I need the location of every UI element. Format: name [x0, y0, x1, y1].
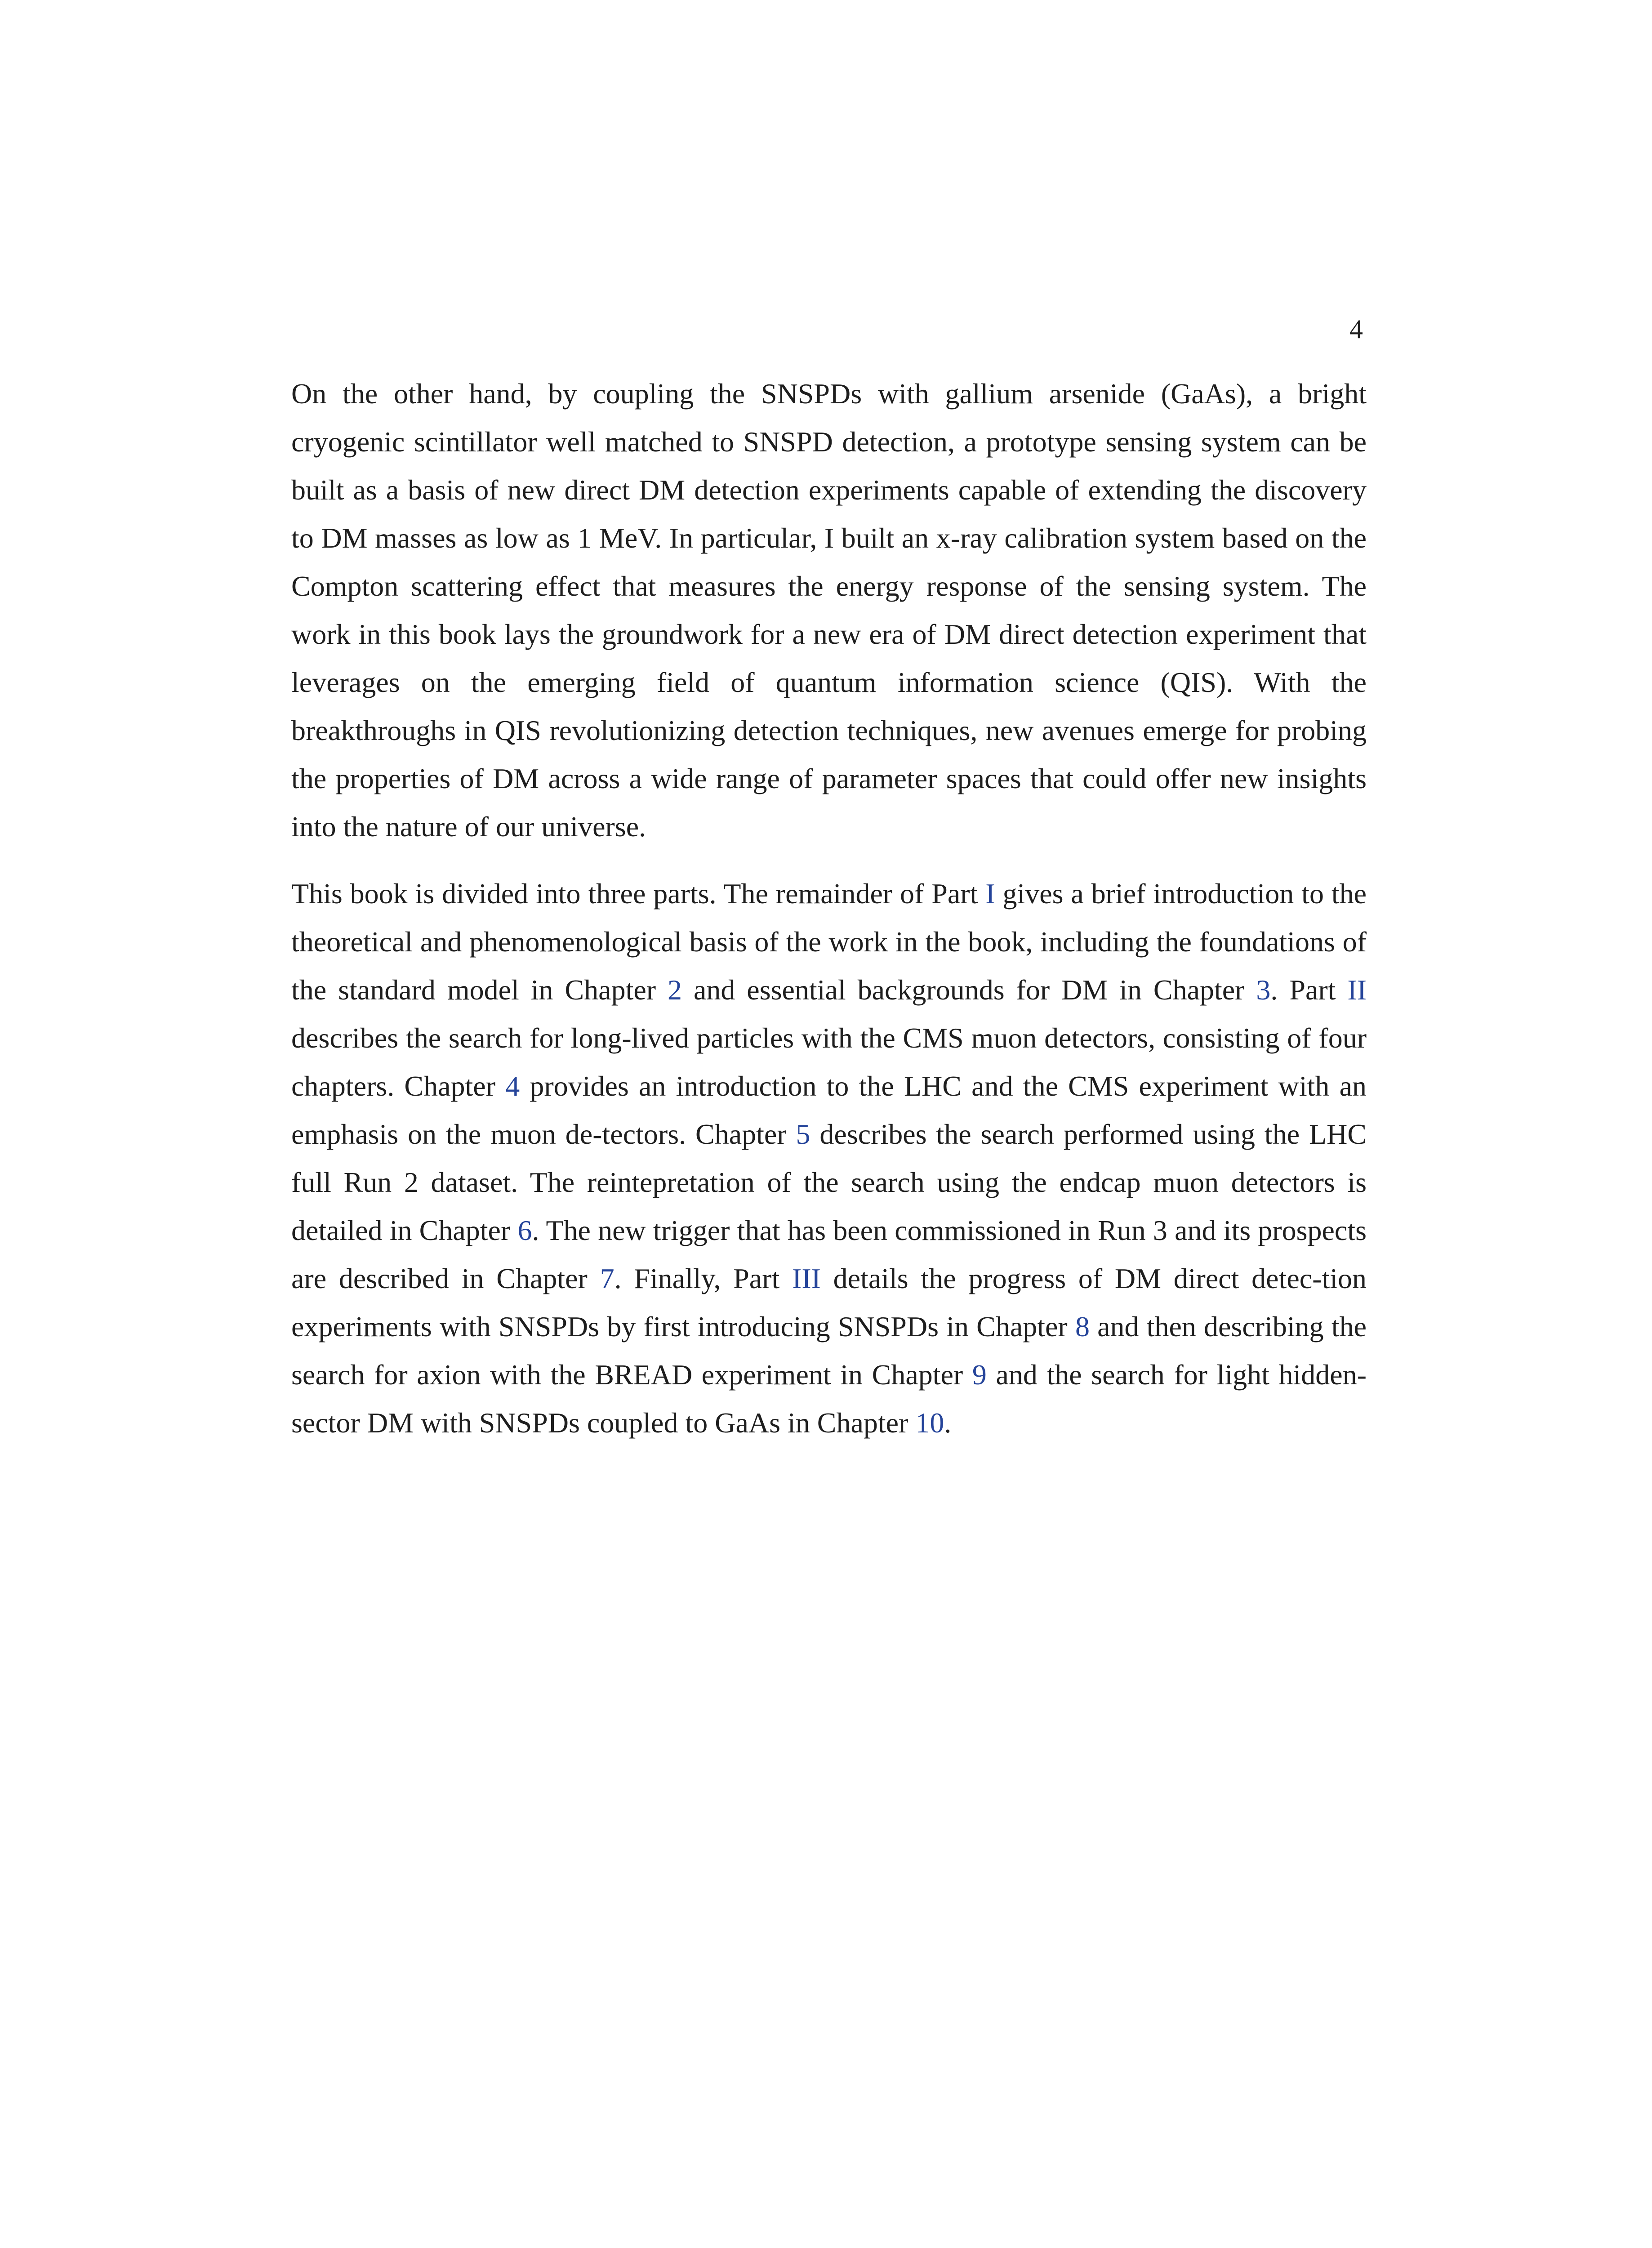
text-segment: details the progress of DM direct detec-tion experiments with SNSPDs by first introducing SNSPDs in Chapter — [291, 1262, 1367, 1343]
chapter-5-link[interactable]: 5 — [796, 1118, 810, 1150]
text-segment: and the search for light hidden-sector DM with SNSPDs coupled to GaAs in Chapter — [291, 1359, 1367, 1439]
text-segment: . Finally, Part — [614, 1262, 792, 1294]
text-segment: and essential backgrounds for DM in Chapter — [682, 974, 1256, 1006]
chapter-4-link[interactable]: 4 — [505, 1070, 520, 1102]
part-ii-link[interactable]: II — [1347, 974, 1367, 1006]
text-segment: . Part — [1270, 974, 1348, 1006]
chapter-3-link[interactable]: 3 — [1256, 974, 1271, 1006]
chapter-6-link[interactable]: 6 — [517, 1214, 532, 1246]
page-number: 4 — [1349, 314, 1363, 344]
part-iii-link[interactable]: III — [792, 1262, 821, 1294]
chapter-10-link[interactable]: 10 — [915, 1407, 944, 1439]
chapter-8-link[interactable]: 8 — [1075, 1311, 1090, 1343]
paragraph-book-outline — [291, 870, 1367, 1447]
text-segment: and then describing the search for axion with the BREAD experiment in Chapter — [291, 1311, 1367, 1391]
chapter-7-link[interactable]: 7 — [600, 1262, 614, 1294]
body-text — [291, 370, 1367, 1447]
chapter-2-link[interactable]: 2 — [668, 974, 682, 1006]
text-segment: describes the search for long-lived particles with the CMS muon detectors, consisting of four chapters. Chapter — [291, 1022, 1367, 1102]
part-i-link[interactable]: I — [985, 878, 995, 910]
text-segment: This book is divided into three parts. The remainder of Part — [291, 878, 986, 910]
text-segment: gives a brief introduction to the theoretical and phenomenological basis of the work in the book, including the foundations of the standard model in Chapter — [291, 878, 1367, 1006]
paragraph-intro: On the other hand, by coupling the SNSPDs with gallium arsenide (GaAs), a bright cryogenic scintillator well matched to SNSPD detection, a prototype sensing system can be built as a basis of new direct DM detection experiments capable of extending the discovery to DM masses as low as 1 MeV. In particular, I built an x-ray calibration system based on the Compton scattering effect that measures the energy response of the sensing system. The work in this book lays the groundwork for a new era of DM direct detection experiment that leverages on the emerging field of quantum information science (QIS). With the breakthroughs in QIS revolutionizing detection techniques, new avenues emerge for probing the properties of DM across a wide range of parameter spaces that could offer new insights into the nature of our universe. — [291, 378, 1367, 843]
text-segment: . The new trigger that has been commissioned in Run 3 and its prospects are described in Chapter — [291, 1214, 1367, 1294]
chapter-9-link[interactable]: 9 — [972, 1359, 987, 1391]
text-segment: describes the search performed using the LHC full Run 2 dataset. The reintepretation of the search using the endcap muon detectors is detailed in Chapter — [291, 1118, 1367, 1246]
text-segment: provides an introduction to the LHC and the CMS experiment with an emphasis on the muon de-tectors. Chapter — [291, 1070, 1367, 1150]
text-segment: . — [944, 1407, 952, 1439]
